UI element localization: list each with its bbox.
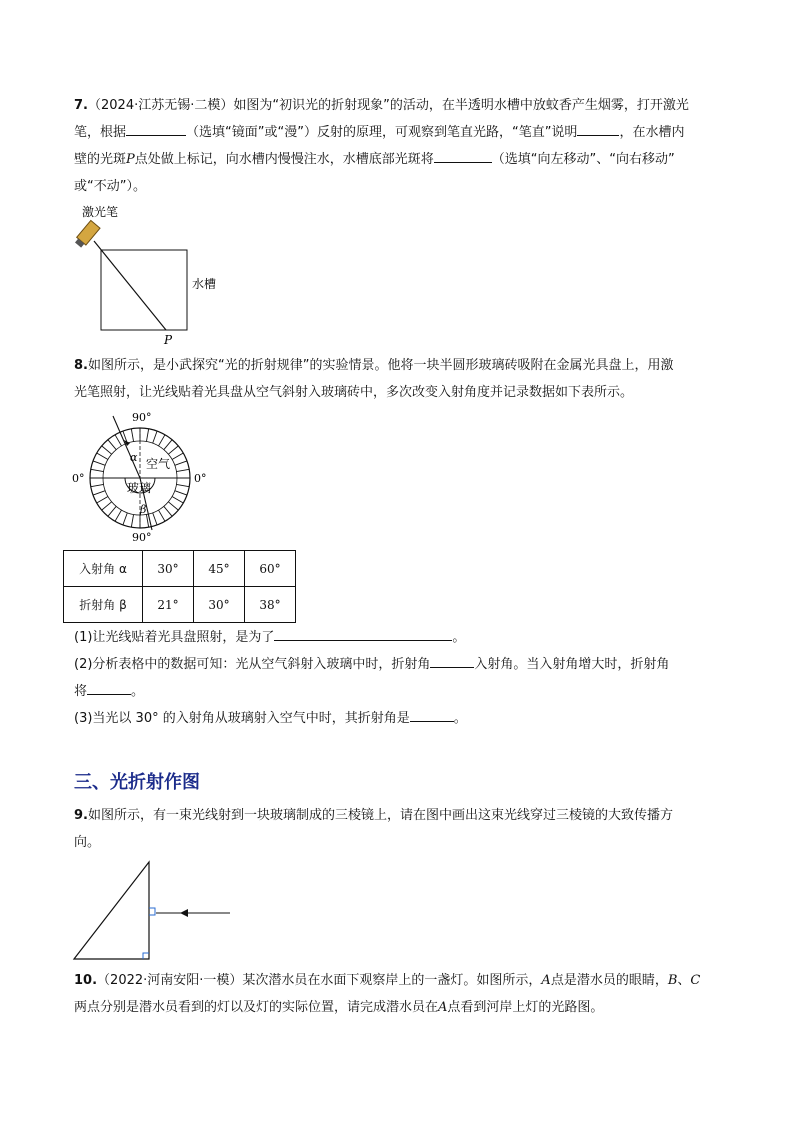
disc-tick xyxy=(115,435,122,446)
disc-tick xyxy=(164,440,172,450)
disc-tick xyxy=(93,491,105,495)
disc-tick xyxy=(176,484,189,486)
disc-tick xyxy=(172,453,183,460)
tank-label: 水槽 xyxy=(192,277,217,291)
q7-number: 7 xyxy=(74,98,84,113)
optical-disc-figure xyxy=(70,408,220,544)
question-7 xyxy=(74,92,724,200)
glass-label: 玻璃 xyxy=(127,481,152,495)
section-heading: 三、光折射作图 xyxy=(74,772,200,793)
disc-tick xyxy=(153,513,157,525)
q8-number: 8 xyxy=(74,358,84,373)
angle-top-label: 90° xyxy=(132,411,152,424)
q7-figure xyxy=(68,198,238,350)
q8-blank-1[interactable] xyxy=(274,626,452,641)
q8-sub-3: (3)当光以 30° 的入射角从玻璃射入空气中时，其折射角是 。 xyxy=(74,705,724,732)
table-cell: 60° xyxy=(245,551,296,587)
q8-sub-2: (2)分析表格中的数据可知：光从空气斜射入玻璃中时，折射角 入射角。当入射角增大时，折射角 xyxy=(74,651,724,678)
right-angle-mark-bottom xyxy=(143,953,149,959)
q8-data-table xyxy=(63,550,296,623)
incident-ray xyxy=(113,416,140,478)
disc-tick xyxy=(108,506,116,516)
row-header-incident: 入射角 α xyxy=(64,551,143,587)
ray-arrow-icon xyxy=(180,909,188,917)
table-row xyxy=(64,587,296,623)
table-cell: 30° xyxy=(143,551,194,587)
angle-bottom-label: 90° xyxy=(132,531,152,544)
table-cell: 30° xyxy=(194,587,245,623)
disc-tick xyxy=(159,510,166,521)
q7-line-3: 壁的光斑P点处做上标记，向水槽内慢慢注水，水槽底部光斑将 （选填“向左移动”、“向右移动” xyxy=(74,146,724,173)
laser-pen-label: 激光笔 xyxy=(82,205,119,219)
disc-tick xyxy=(91,484,104,486)
disc-tick xyxy=(153,431,157,443)
air-label: 空气 xyxy=(146,457,171,471)
question-8: 8.如图所示，是小武探究“光的折射规律”的实验情景。他将一块半圆形玻璃砖吸附在金属光具盘上，用激 光笔照射，让光线贴着光具盘从空气斜射入玻璃砖中，多次改变入射角度并记录数据如下表所示。 xyxy=(74,358,674,400)
question-9: 9.如图所示，有一束光线射到一块玻璃制成的三棱镜上，请在图中画出这束光线穿过三棱镜的大致传播方 向。 xyxy=(74,808,674,850)
laser-beam xyxy=(94,241,166,330)
q7-blank-1[interactable] xyxy=(126,121,186,136)
q10-number: 10 xyxy=(74,973,93,988)
prism-figure xyxy=(70,858,240,964)
disc-tick xyxy=(102,502,112,510)
q8-sub-1: (1)让光线贴着光具盘照射，是为了 。 xyxy=(74,624,724,651)
disc-tick xyxy=(175,491,187,495)
disc-tick xyxy=(175,461,187,465)
disc-tick xyxy=(164,506,172,516)
laser-pen-icon xyxy=(73,220,100,248)
disc-tick xyxy=(115,510,122,521)
beta-label: β xyxy=(140,503,147,516)
q9-number: 9 xyxy=(74,808,84,823)
water-tank xyxy=(101,250,187,330)
table-cell: 45° xyxy=(194,551,245,587)
disc-tick xyxy=(108,440,116,450)
angle-left-label: 0° xyxy=(72,472,85,485)
q7-line-1: 7.（2024·江苏无锡·二模）如图为“初识光的折射现象”的活动，在半透明水槽中放蚊香产生烟雾，打开激光 xyxy=(74,98,689,113)
row-header-refracted: 折射角 β xyxy=(64,587,143,623)
point-p-label: P xyxy=(164,333,173,347)
right-angle-mark-top xyxy=(149,908,155,915)
disc-tick xyxy=(91,469,104,471)
table-cell: 38° xyxy=(245,587,296,623)
disc-tick xyxy=(97,497,108,504)
disc-tick xyxy=(172,497,183,504)
disc-tick xyxy=(93,461,105,465)
q8-sub-2-cont: 将 。 xyxy=(74,678,724,705)
disc-tick xyxy=(176,469,189,471)
q10-source: （2022·河南安阳·一模） xyxy=(97,973,243,988)
disc-tick xyxy=(97,453,108,460)
q8-blank-3[interactable] xyxy=(87,680,131,695)
disc-tick xyxy=(131,514,133,527)
q8-blank-4[interactable] xyxy=(410,707,454,722)
disc-tick xyxy=(168,446,178,454)
alpha-label: α xyxy=(130,451,138,464)
disc-tick xyxy=(102,446,112,454)
angle-right-label: 0° xyxy=(194,472,207,485)
q8-blank-2[interactable] xyxy=(430,653,474,668)
q7-blank-3[interactable] xyxy=(434,148,492,163)
q7-line-4: 或“不动”）。 xyxy=(74,179,146,194)
q7-blank-2[interactable] xyxy=(577,121,619,136)
q7-line-2: 笔，根据 （选填“镜面”或“漫”）反射的原理，可观察到笔直光路，“笔直”说明 ，在水槽内 xyxy=(74,119,724,146)
q7-source: （2024·江苏无锡·二模） xyxy=(88,98,234,113)
disc-tick xyxy=(131,429,133,442)
disc-tick xyxy=(159,435,166,446)
disc-tick xyxy=(146,429,148,442)
table-row xyxy=(64,551,296,587)
question-10: 10.（2022·河南安阳·一模）某次潜水员在水面下观察岸上的一盏灯。如图所示，A点是潜水员的眼睛，B、C 两点分别是潜水员看到的灯以及灯的实际位置，请完成潜水员在A点看到河岸上灯的光路图。 xyxy=(74,973,701,1015)
disc-tick xyxy=(168,502,178,510)
table-cell: 21° xyxy=(143,587,194,623)
q8-subquestions xyxy=(74,624,724,732)
disc-tick xyxy=(123,513,127,525)
triangular-prism xyxy=(74,862,149,959)
